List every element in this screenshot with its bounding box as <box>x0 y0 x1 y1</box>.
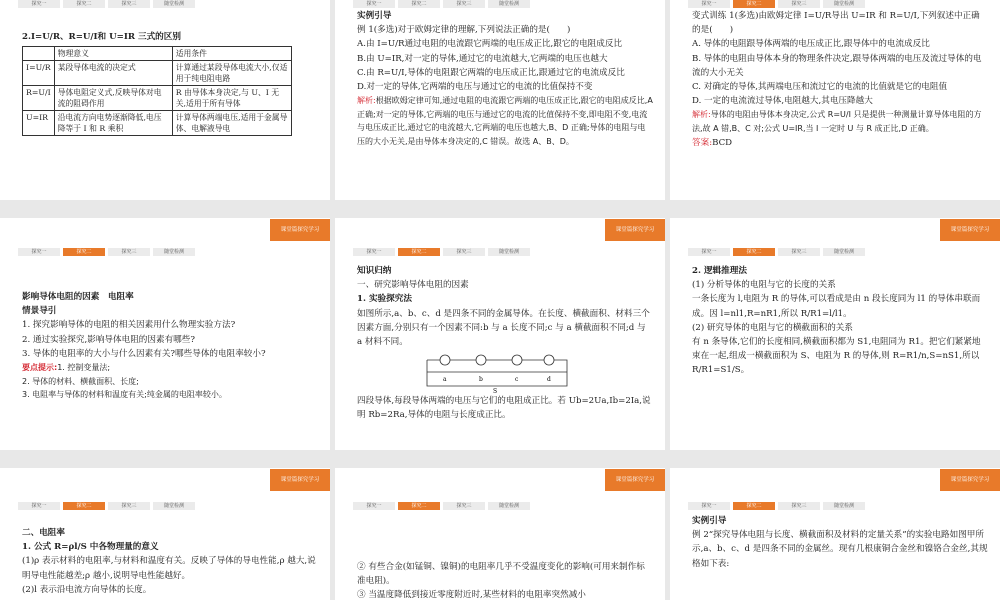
tab-quiz[interactable]: 随堂检测 <box>488 248 530 256</box>
tab-explore-3[interactable]: 探究三 <box>778 248 820 256</box>
tab-quiz[interactable]: 随堂检测 <box>488 0 530 8</box>
slide-5 <box>335 218 665 450</box>
tab-explore-1[interactable]: 探究一 <box>688 502 730 510</box>
slide-content <box>22 526 318 597</box>
course-badge: 课堂篇探究学习 <box>270 219 330 241</box>
paragraph-2: (2)l 表示沿电流方向导体的长度。 <box>22 584 152 595</box>
tip-label: 要点提示: <box>22 363 58 373</box>
table-header: 适用条件 <box>172 47 291 61</box>
tab-explore-3[interactable]: 探究三 <box>108 0 150 8</box>
section-heading: 2.I=U/R、R=U/I和 U=IR 三式的区别 <box>22 32 181 42</box>
slide-4 <box>0 218 330 450</box>
tip-3: 3. 电阻率与导体的材料和温度有关;纯金属的电阻率较小。 <box>22 390 227 400</box>
slide-3 <box>670 0 1000 200</box>
table-cell: 导体电阻定义式,反映导体对电流的阻碍作用 <box>54 86 172 111</box>
option-b: B.由 U=IR,对一定的导体,通过它的电流越大,它两端的电压也越大 <box>357 53 608 64</box>
explanation-label: 解析: <box>357 96 376 106</box>
paragraph-1: (1)ρ 表示材料的电阻率,与材料和温度有关。反映了导体的导电性能,ρ 越大,说明导电性能越差;ρ 越小,说明导电性能越好。 <box>22 556 316 581</box>
example-title: 实例引导 <box>357 11 392 21</box>
tab-explore-3[interactable]: 探究三 <box>108 502 150 510</box>
explanation <box>692 108 988 135</box>
paragraph-3: (2) 研究导体的电阻与它的横截面积的关系 <box>692 322 853 333</box>
slide-content <box>692 264 988 378</box>
explanation-label: 解析: <box>692 110 711 120</box>
table-cell: R=U/I <box>23 86 55 111</box>
tab-explore-2[interactable]: 探究二 <box>733 0 775 8</box>
heading-1: 一、研究影响导体电阻的因素 <box>357 280 469 291</box>
tab-explore-1[interactable]: 探究一 <box>18 502 60 510</box>
question-3: 3. 导体的电阻率的大小与什么因素有关?哪些导体的电阻率较小? <box>22 348 266 359</box>
tab-explore-2[interactable]: 探究二 <box>398 248 440 256</box>
label-b: b <box>479 376 483 384</box>
tab-quiz[interactable]: 随堂检测 <box>823 502 865 510</box>
slide-tabs <box>0 0 195 10</box>
tab-explore-1[interactable]: 探究一 <box>353 0 395 8</box>
paragraph-1: 如图所示,a、b、c、d 是四条不同的金属导体。在长度、横截面积、材料三个因素方面,分别只有一个因素不同:b 与 a 长度不同;c 与 a 横截面积不同;d 与 a 材料不同。 <box>357 308 650 348</box>
option-c: C. 对确定的导体,其两端电压和流过它的电流的比值就是它的电阻值 <box>692 82 948 93</box>
tab-explore-1[interactable]: 探究一 <box>353 248 395 256</box>
tab-explore-2[interactable]: 探究二 <box>733 502 775 510</box>
tab-explore-3[interactable]: 探究三 <box>108 248 150 256</box>
slide-content <box>692 9 988 150</box>
option-a: A.由 I=U/R通过电阻的电流跟它两端的电压成正比,跟它的电阻成反比 <box>357 39 623 50</box>
paragraph-2: 四段导体,每段导体两端的电压与它们的电阻成正比。若 Ub=2Ua,Ib=2Ia,说明 Rb=2Ra,导体的电阻与长度成正比。 <box>357 396 651 421</box>
tip <box>22 361 318 375</box>
tab-quiz[interactable]: 随堂检测 <box>153 502 195 510</box>
tab-explore-2[interactable]: 探究二 <box>398 502 440 510</box>
question-text: 例 2“探究导体电阻与长度、横截面积及材料的定量关系”的实验电路如图甲所示,a、b、c、d 是四条不同的金属丝。现有几根康铜合金丝和镍铬合金丝,其规格如下表: <box>692 530 988 569</box>
course-badge: 课堂篇探究学习 <box>940 469 1000 491</box>
table-header: 物理意义 <box>54 47 172 61</box>
tab-explore-2[interactable]: 探究二 <box>398 0 440 8</box>
question-text: 变式训练 1(多选)由欧姆定律 I=U/R导出 U=IR 和 R=U/I,下列叙述中正确的是( ) <box>692 11 980 36</box>
table-cell: 沿电流方向电势逐渐降低,电压降等于 I 和 R 乘积 <box>54 111 172 136</box>
slide-8 <box>335 468 665 600</box>
explanation-text: 根据欧姆定律可知,通过电阻的电流跟它两端的电压成正比,跟它的电阻成反比,A 正确;对一定的导体,它两端的电压与通过它的电流的比值保持不变,即电阻不变,电流与电压成正比,通过它的电流越大,它两端的电压也越大,B、D 正确;导体的电阻与电压的大小无关,是由导体本身决定的,C 错误。故选 A、B、D。 <box>357 96 653 146</box>
section-title: 影响导体电阻的因素 电阻率 <box>22 292 134 302</box>
option-b: B. 导体的电阻由导体本身的物理条件决定,跟导体两端的电压及流过导体的电流的大小无关 <box>692 53 982 78</box>
table-header-row <box>23 47 292 61</box>
subsection-title: 情景导引 <box>22 306 57 317</box>
slide-tabs <box>670 248 865 258</box>
slide-content <box>357 560 653 600</box>
paragraph-1: ② 有些合金(如锰铜、镍铜)的电阻率几乎不受温度变化的影响(可用来制作标准电阻)。 <box>357 562 645 587</box>
section-title: 2. 逻辑推理法 <box>692 266 747 276</box>
slide-tabs <box>0 502 195 512</box>
slide-tabs <box>0 248 195 258</box>
tab-explore-2[interactable]: 探究二 <box>63 248 105 256</box>
tip-1: 1. 控制变量法; <box>57 363 111 373</box>
tab-explore-3[interactable]: 探究三 <box>443 0 485 8</box>
table-cell: 某段导体电流的决定式 <box>54 61 172 86</box>
table-row <box>23 86 292 111</box>
table-cell: I=U/R <box>23 61 55 86</box>
tab-quiz[interactable]: 随堂检测 <box>823 248 865 256</box>
label-d: d <box>547 376 551 384</box>
slide-6 <box>670 218 1000 450</box>
question-2: 2. 通过实验探究,影响导体电阻的因素有哪些? <box>22 334 195 345</box>
tab-explore-1[interactable]: 探究一 <box>688 0 730 8</box>
paragraph-2: ③ 当温度降低到接近零度附近时,某些材料的电阻率突然减小 <box>357 590 586 600</box>
slide-1 <box>0 0 330 200</box>
tab-explore-3[interactable]: 探究三 <box>443 502 485 510</box>
paragraph-1: (1) 分析导体的电阻与它的长度的关系 <box>692 280 836 291</box>
slide-tabs <box>670 502 865 512</box>
example-title: 实例引导 <box>692 516 727 526</box>
tab-quiz[interactable]: 随堂检测 <box>488 502 530 510</box>
tab-explore-3[interactable]: 探究三 <box>778 0 820 8</box>
tab-explore-2[interactable]: 探究二 <box>63 0 105 8</box>
table-cell: R 由导体本身决定,与 U、I 无关,适用于所有导体 <box>172 86 291 111</box>
paragraph-2: 一条长度为 l,电阻为 R 的导体,可以看成是由 n 段长度同为 l1 的导体串联而成。因 l=nl1,R=nR1,所以 R/R1=l/l1。 <box>692 294 981 319</box>
question-1: 1. 探究影响导体的电阻的相关因素用什么物理实验方法? <box>22 320 236 331</box>
tab-quiz[interactable]: 随堂检测 <box>823 0 865 8</box>
tab-explore-3[interactable]: 探究三 <box>443 248 485 256</box>
option-d: D.对一定的导体,它两端的电压与通过它的电流的比值保持不变 <box>357 82 593 93</box>
formula-table <box>22 46 292 136</box>
section-title: 二、电阻率 <box>22 528 65 538</box>
slide-2 <box>335 0 665 200</box>
slide-tabs <box>335 502 530 512</box>
explanation-text: 导体的电阻由导体本身决定,公式 R=U/I 只是提供一种测量计算导体电阻的方法,故 A 错,B、C 对;公式 U=IR,当 I 一定时 U 与 R 成正比,D 正确。 <box>692 110 982 134</box>
slide-content <box>692 514 988 571</box>
heading-2: 1. 实验探究法 <box>357 294 412 305</box>
option-a: A. 导体的电阻跟导体两端的电压成正比,跟导体中的电流成反比 <box>692 39 930 50</box>
course-badge: 课堂篇探究学习 <box>270 469 330 491</box>
question-text: 例 1(多选)对于欧姆定律的理解,下列说法正确的是( ) <box>357 25 571 36</box>
slide-7 <box>0 468 330 600</box>
table-cell: 计算导体两端电压,适用于金属导体、电解液导电 <box>172 111 291 136</box>
tip-2: 2. 导体的材料、横截面积、长度; <box>22 376 139 386</box>
tab-explore-1[interactable]: 探究一 <box>18 0 60 8</box>
label-c: c <box>515 376 519 384</box>
label-a: a <box>443 376 447 384</box>
course-badge: 课堂篇探究学习 <box>605 219 665 241</box>
answer <box>692 136 988 150</box>
answer-value: BCD <box>712 137 733 148</box>
table-row <box>23 111 292 136</box>
tab-explore-3[interactable]: 探究三 <box>778 502 820 510</box>
table-cell: 计算通过某段导体电流大小,仅适用于纯电阻电路 <box>172 61 291 86</box>
tab-quiz[interactable]: 随堂检测 <box>153 248 195 256</box>
course-badge: 课堂篇探究学习 <box>605 469 665 491</box>
circuit-diagram <box>417 350 577 394</box>
tab-quiz[interactable]: 随堂检测 <box>153 0 195 8</box>
table-row <box>23 61 292 86</box>
tab-explore-1[interactable]: 探究一 <box>688 248 730 256</box>
slide-content <box>22 290 318 402</box>
explanation <box>357 94 653 148</box>
formula-heading: 1. 公式 R=ρl/S 中各物理量的意义 <box>22 542 159 553</box>
slide-content <box>22 30 318 136</box>
answer-label: 答案: <box>692 137 713 148</box>
slide-9 <box>670 468 1000 600</box>
tab-explore-1[interactable]: 探究一 <box>18 248 60 256</box>
slide-content <box>357 264 653 423</box>
tab-explore-1[interactable]: 探究一 <box>353 502 395 510</box>
option-d: D. 一定的电流流过导体,电阻越大,其电压降越大 <box>692 96 873 107</box>
slide-tabs <box>335 248 530 258</box>
label-s: S <box>493 388 498 395</box>
tab-explore-2[interactable]: 探究二 <box>733 248 775 256</box>
slide-content <box>357 9 653 149</box>
course-badge: 课堂篇探究学习 <box>940 219 1000 241</box>
option-c: C.由 R=U/I,导体的电阻跟它两端的电压成正比,跟通过它的电流成反比 <box>357 67 625 78</box>
paragraph-4: 有 n 条导体,它们的长度相同,横截面积都为 S1,电阻同为 R1。把它们紧紧地束在一起,组成一横截面积为 S、电阻为 R 的导体,则 R=R1/n,S=nS1,所以 R/R1=S1/S。 <box>692 337 981 376</box>
tab-explore-2[interactable]: 探究二 <box>63 502 105 510</box>
section-title: 知识归纳 <box>357 266 392 276</box>
table-cell: U=IR <box>23 111 55 136</box>
